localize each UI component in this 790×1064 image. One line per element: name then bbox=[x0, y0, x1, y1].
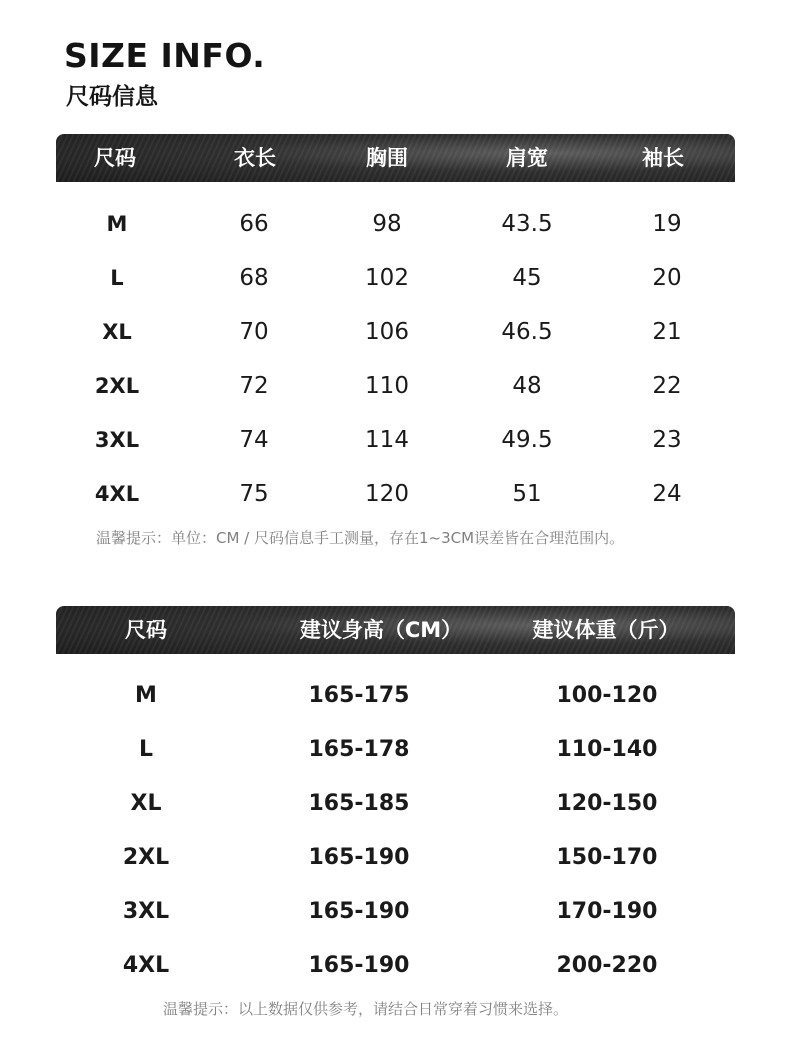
header-height: 建议身高（CM） bbox=[299, 618, 463, 642]
cell-chest: 110 bbox=[365, 373, 409, 399]
cell-length: 66 bbox=[239, 211, 269, 237]
cell-length: 70 bbox=[239, 319, 269, 345]
header-sleeve: 袖长 bbox=[642, 146, 684, 170]
cell-weight: 120-150 bbox=[556, 791, 658, 816]
header-chest: 胸围 bbox=[366, 146, 408, 170]
cell-length: 75 bbox=[239, 481, 269, 507]
cell-height: 165-178 bbox=[308, 737, 410, 762]
cell-sleeve: 24 bbox=[652, 481, 682, 507]
measurement-table-header bbox=[56, 134, 735, 182]
table-row bbox=[0, 197, 790, 251]
cell-weight: 150-170 bbox=[556, 845, 658, 870]
cell-length: 74 bbox=[239, 427, 269, 453]
cell-length: 72 bbox=[239, 373, 269, 399]
table-row bbox=[0, 885, 790, 939]
header-length: 衣长 bbox=[234, 146, 276, 170]
table-row bbox=[0, 723, 790, 777]
cell-chest: 102 bbox=[365, 265, 409, 291]
table-row bbox=[0, 467, 790, 521]
cell-height: 165-175 bbox=[308, 683, 410, 708]
cell-chest: 114 bbox=[365, 427, 409, 453]
cell-length: 68 bbox=[239, 265, 269, 291]
table-row bbox=[0, 777, 790, 831]
table-row bbox=[0, 251, 790, 305]
cell-weight: 110-140 bbox=[556, 737, 658, 762]
cell-shoulder: 45 bbox=[512, 265, 542, 291]
cell-size: 3XL bbox=[94, 428, 140, 452]
cell-size: 3XL bbox=[122, 899, 170, 924]
cell-size: XL bbox=[102, 320, 132, 344]
cell-height: 165-185 bbox=[308, 791, 410, 816]
table-row bbox=[0, 939, 790, 993]
cell-shoulder: 51 bbox=[512, 481, 542, 507]
cell-height: 165-190 bbox=[308, 845, 410, 870]
cell-shoulder: 48 bbox=[512, 373, 542, 399]
cell-sleeve: 22 bbox=[652, 373, 682, 399]
cell-sleeve: 19 bbox=[652, 211, 682, 237]
cell-shoulder: 46.5 bbox=[501, 319, 553, 345]
cell-weight: 170-190 bbox=[556, 899, 658, 924]
header-size: 尺码 bbox=[94, 146, 136, 170]
cell-size: 2XL bbox=[94, 374, 140, 398]
page-title-chinese: 尺码信息 bbox=[66, 84, 158, 110]
table-row bbox=[0, 305, 790, 359]
table-row bbox=[0, 669, 790, 723]
header-size: 尺码 bbox=[125, 618, 167, 642]
recommendation-table-header bbox=[56, 606, 735, 654]
page-title-english: SIZE INFO. bbox=[64, 36, 266, 75]
cell-size: M bbox=[135, 683, 157, 708]
table-row bbox=[0, 413, 790, 467]
cell-size: XL bbox=[130, 791, 162, 816]
cell-size: L bbox=[138, 737, 154, 762]
cell-weight: 200-220 bbox=[556, 953, 658, 978]
cell-size: 4XL bbox=[94, 482, 140, 506]
header-shoulder: 肩宽 bbox=[506, 146, 548, 170]
cell-size: M bbox=[106, 212, 128, 236]
cell-height: 165-190 bbox=[308, 899, 410, 924]
header-weight: 建议体重（斤） bbox=[532, 618, 680, 642]
cell-sleeve: 21 bbox=[652, 319, 682, 345]
cell-chest: 120 bbox=[365, 481, 409, 507]
cell-size: L bbox=[110, 266, 124, 290]
cell-sleeve: 23 bbox=[652, 427, 682, 453]
table-row bbox=[0, 359, 790, 413]
cell-chest: 106 bbox=[365, 319, 409, 345]
cell-chest: 98 bbox=[372, 211, 402, 237]
cell-sleeve: 20 bbox=[652, 265, 682, 291]
cell-size: 4XL bbox=[122, 953, 170, 978]
cell-weight: 100-120 bbox=[556, 683, 658, 708]
cell-shoulder: 43.5 bbox=[501, 211, 553, 237]
cell-size: 2XL bbox=[122, 845, 170, 870]
table-row bbox=[0, 831, 790, 885]
cell-height: 165-190 bbox=[308, 953, 410, 978]
measurement-note: 温馨提示：单位：CM / 尺码信息手工测量，存在1~3CM误差皆在合理范围内。 bbox=[96, 529, 625, 547]
cell-shoulder: 49.5 bbox=[501, 427, 553, 453]
recommendation-note: 温馨提示：以上数据仅供参考，请结合日常穿着习惯来选择。 bbox=[163, 1000, 569, 1018]
